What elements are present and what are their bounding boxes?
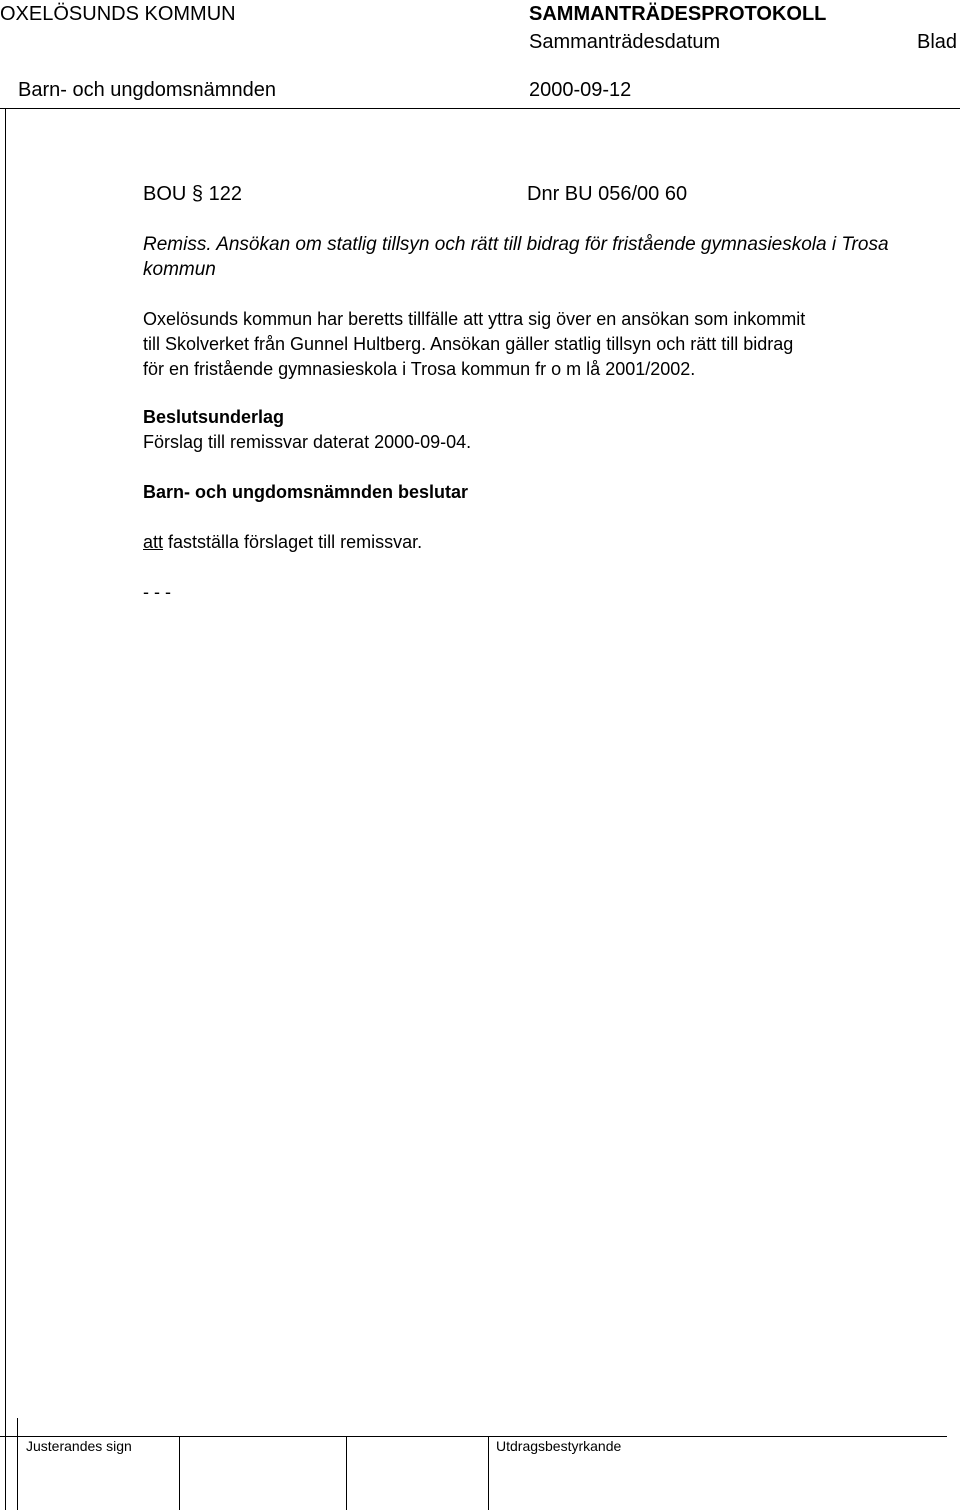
footer-vline-1 bbox=[17, 1418, 18, 1510]
footer-vline-2 bbox=[179, 1436, 180, 1510]
footer-divider bbox=[0, 1436, 947, 1437]
certification-label: Utdragsbestyrkande bbox=[496, 1438, 622, 1454]
case-body bbox=[143, 307, 805, 382]
document-type: SAMMANTRÄDESPROTOKOLL bbox=[529, 3, 827, 25]
header-divider bbox=[0, 108, 960, 109]
decision-att: att bbox=[143, 532, 164, 552]
page-label: Blad bbox=[917, 31, 958, 53]
case-number bbox=[143, 183, 242, 206]
body-line: för en fristående gymnasieskola i Trosa kommun fr o m lå 2001/2002. bbox=[143, 359, 696, 379]
case-number-value: 122 bbox=[208, 183, 242, 205]
meeting-date-label: Sammanträdesdatum bbox=[529, 31, 721, 53]
body-line: till Skolverket från Gunnel Hultberg. Ansökan gäller statlig tillsyn och rätt till bidrag bbox=[143, 334, 794, 354]
end-marker: - - - bbox=[143, 582, 171, 602]
footer-vline-3 bbox=[346, 1436, 347, 1510]
basis-text: Förslag till remissvar daterat 2000-09-04. bbox=[143, 432, 472, 452]
body-line: Oxelösunds kommun har beretts tillfälle att yttra sig över en ansökan som inkommit bbox=[143, 309, 806, 329]
footer-vline-4 bbox=[488, 1436, 489, 1510]
committee-name: Barn- och ungdomsnämnden bbox=[18, 79, 276, 101]
meeting-date: 2000-09-12 bbox=[529, 79, 632, 101]
sign-label: Justerandes sign bbox=[26, 1438, 132, 1454]
left-margin-line bbox=[5, 108, 6, 1510]
decision-heading: Barn- och ungdomsnämnden beslutar bbox=[143, 482, 469, 502]
paragraph-sign: § bbox=[191, 183, 204, 205]
municipality-name: OXELÖSUNDS KOMMUN bbox=[0, 3, 236, 25]
basis-heading: Beslutsunderlag bbox=[143, 407, 285, 427]
case-number-prefix: BOU bbox=[143, 183, 187, 205]
decision-text: fastställa förslaget till remissvar. bbox=[163, 532, 423, 552]
case-title: Remiss. Ansökan om statlig tillsyn och rätt till bidrag för fristående gymnasieskola i Trosa kommun bbox=[143, 234, 889, 280]
decision-statement bbox=[143, 530, 422, 555]
registry-number: Dnr BU 056/00 60 bbox=[527, 183, 688, 205]
